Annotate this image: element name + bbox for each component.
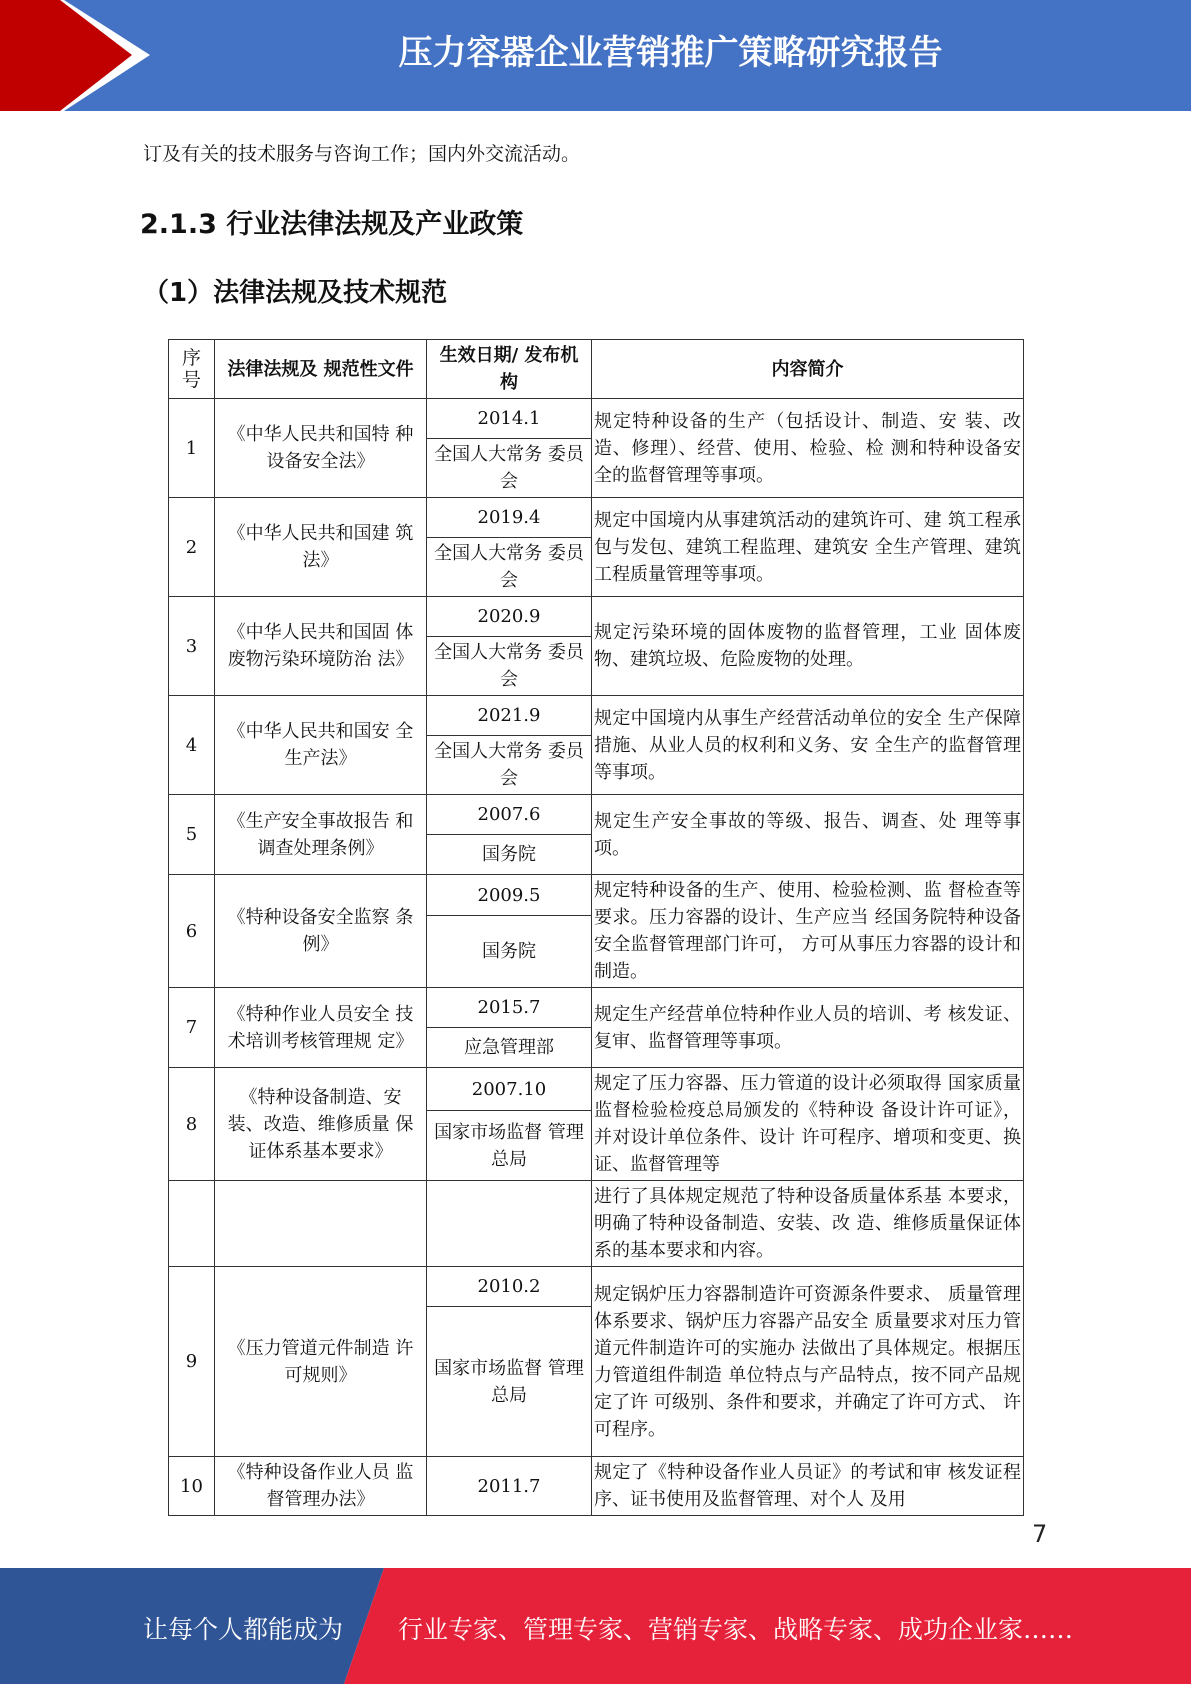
row-name: 《特种作业人员安全 技术培训考核管理规 定》 bbox=[215, 988, 427, 1068]
row-desc: 规定特种设备的生产（包括设计、制造、安 装、改造、修理）、经营、使用、检验、检 测和特种设备安全的监督管理等事项。 bbox=[592, 399, 1024, 498]
page-number: 7 bbox=[1032, 1520, 1048, 1548]
row-no bbox=[169, 1181, 215, 1267]
row-no: 6 bbox=[169, 875, 215, 988]
row-org: 应急管理部 bbox=[427, 1028, 592, 1068]
header-arrow-logo bbox=[0, 0, 160, 111]
header-date: 生效日期/ 发布机构 bbox=[427, 340, 592, 399]
row-date: 2015.7 bbox=[427, 988, 592, 1028]
row-no: 10 bbox=[169, 1457, 215, 1516]
row-org: 全国人大常务 委员会 bbox=[427, 637, 592, 696]
footer-slogan-left: 让每个人都能成为 bbox=[143, 1615, 344, 1644]
row-date: 2010.2 bbox=[427, 1267, 592, 1307]
subsection-heading: （1）法律法规及技术规范 bbox=[143, 278, 448, 308]
page-footer bbox=[0, 1568, 1191, 1684]
row-desc: 规定生产经营单位特种作业人员的培训、考 核发证、复审、监督管理等事项。 bbox=[592, 988, 1024, 1068]
row-no: 1 bbox=[169, 399, 215, 498]
header-desc: 内容简介 bbox=[592, 340, 1024, 399]
row-desc: 规定了压力容器、压力管道的设计必须取得 国家质量监督检验检疫总局颁发的《特种设 备设计许可证》，并对设计单位条件、设计 许可程序、增项和变更、换证、监督管理等 bbox=[592, 1068, 1024, 1181]
row-name bbox=[215, 1181, 427, 1267]
section-heading: 2.1.3 行业法律法规及产业政策 bbox=[140, 209, 524, 240]
report-title: 压力容器企业营销推广策略研究报告 bbox=[398, 33, 943, 73]
page-header bbox=[0, 0, 1191, 111]
lead-paragraph: 订及有关的技术服务与咨询工作；国内外交流活动。 bbox=[143, 143, 581, 165]
header-no: 序号 bbox=[169, 340, 215, 399]
row-desc: 规定生产安全事故的等级、报告、调查、处 理等事项。 bbox=[592, 795, 1024, 875]
row-no: 9 bbox=[169, 1267, 215, 1457]
row-org: 国家市场监督 管理总局 bbox=[427, 1111, 592, 1181]
row-date bbox=[427, 1181, 592, 1267]
row-org: 全国人大常务 委员会 bbox=[427, 736, 592, 795]
row-date: 2020.9 bbox=[427, 597, 592, 637]
row-date: 2009.5 bbox=[427, 875, 592, 916]
row-date: 2014.1 bbox=[427, 399, 592, 439]
header-name: 法律法规及 规范性文件 bbox=[215, 340, 427, 399]
row-no: 5 bbox=[169, 795, 215, 875]
row-name: 《生产安全事故报告 和调查处理条例》 bbox=[215, 795, 427, 875]
row-name: 《压力管道元件制造 许可规则》 bbox=[215, 1267, 427, 1457]
row-name: 《中华人民共和国安 全生产法》 bbox=[215, 696, 427, 795]
row-date: 2021.9 bbox=[427, 696, 592, 736]
row-name: 《特种设备作业人员 监督管理办法》 bbox=[215, 1457, 427, 1516]
row-no: 8 bbox=[169, 1068, 215, 1181]
row-no: 2 bbox=[169, 498, 215, 597]
row-desc: 规定特种设备的生产、使用、检验检测、监 督检查等要求。压力容器的设计、生产应当 经国务院特种设备安全监督管理部门许可， 方可从事压力容器的设计和制造。 bbox=[592, 875, 1024, 988]
row-desc: 进行了具体规定规范了特种设备质量体系基 本要求，明确了特种设备制造、安装、改 造、维修质量保证体系的基本要求和内容。 bbox=[592, 1181, 1024, 1267]
row-name: 《中华人民共和国特 种设备安全法》 bbox=[215, 399, 427, 498]
row-desc: 规定了《特种设备作业人员证》的考试和审 核发证程序、证书使用及监督管理、对个人 及用 bbox=[592, 1457, 1024, 1516]
regulations-table bbox=[168, 339, 1024, 1516]
row-org: 国务院 bbox=[427, 916, 592, 988]
row-date: 2019.4 bbox=[427, 498, 592, 538]
row-name: 《中华人民共和国建 筑法》 bbox=[215, 498, 427, 597]
row-name: 《中华人民共和国固 体废物污染环境防治 法》 bbox=[215, 597, 427, 696]
footer-slogan-right: 行业专家、管理专家、营销专家、战略专家、成功企业家…… bbox=[398, 1615, 1074, 1644]
row-desc: 规定中国境内从事建筑活动的建筑许可、建 筑工程承包与发包、建筑工程监理、建筑安 全生产管理、建筑工程质量管理等事项。 bbox=[592, 498, 1024, 597]
row-no: 3 bbox=[169, 597, 215, 696]
row-name: 《特种设备制造、安 装、改造、维修质量 保证体系基本要求》 bbox=[215, 1068, 427, 1181]
row-date: 2007.6 bbox=[427, 795, 592, 835]
row-date: 2007.10 bbox=[427, 1068, 592, 1111]
row-no: 4 bbox=[169, 696, 215, 795]
row-name: 《特种设备安全监察 条例》 bbox=[215, 875, 427, 988]
row-org: 国务院 bbox=[427, 835, 592, 875]
row-org: 全国人大常务 委员会 bbox=[427, 439, 592, 498]
row-org: 全国人大常务 委员会 bbox=[427, 538, 592, 597]
row-org: 国家市场监督 管理总局 bbox=[427, 1307, 592, 1457]
row-date: 2011.7 bbox=[427, 1457, 592, 1516]
row-desc: 规定锅炉压力容器制造许可资源条件要求、 质量管理体系要求、锅炉压力容器产品安全 质量要求对压力管道元件制造许可的实施办 法做出了具体规定。根据压力管道组件制造 单位特点与产品特点，按不同产品规定了许 可级别、条件和要求，并确定了许可方式、 许可程序。 bbox=[592, 1267, 1024, 1457]
row-desc: 规定中国境内从事生产经营活动单位的安全 生产保障措施、从业人员的权利和义务、安 全生产的监督管理等事项。 bbox=[592, 696, 1024, 795]
row-no: 7 bbox=[169, 988, 215, 1068]
regulations-table-container bbox=[168, 339, 1023, 1510]
row-desc: 规定污染环境的固体废物的监督管理，工业 固体废物、建筑垃圾、危险废物的处理。 bbox=[592, 597, 1024, 696]
